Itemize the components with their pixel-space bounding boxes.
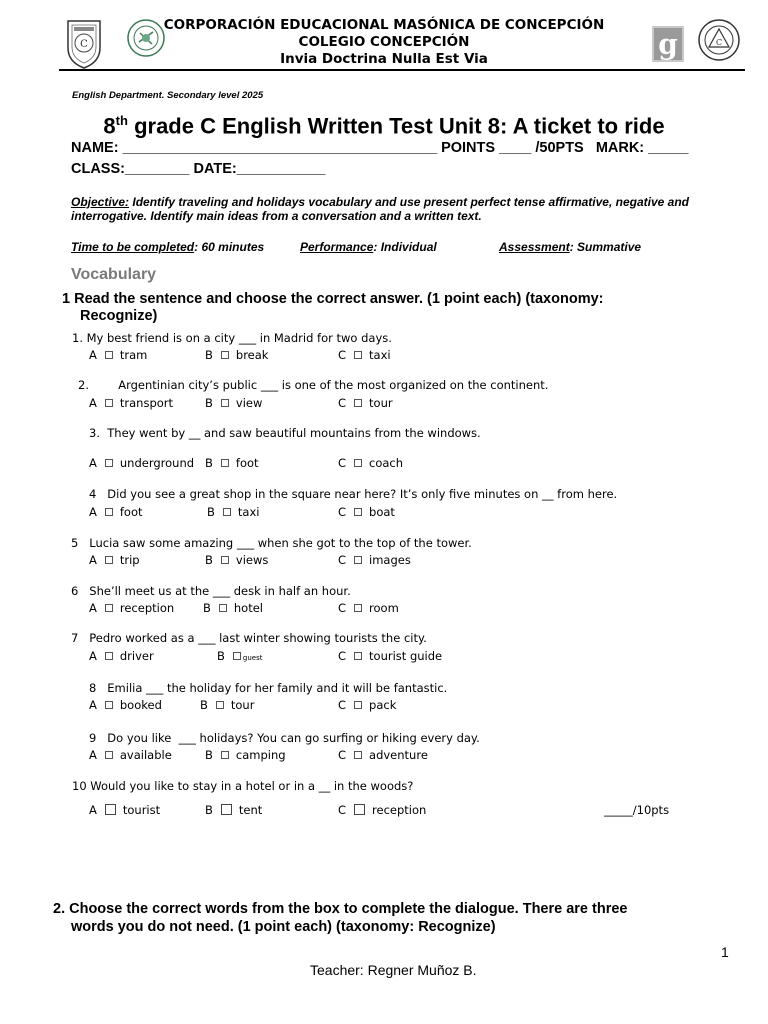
option-b[interactable]: B foot [205,456,259,470]
option-b[interactable]: B taxi [207,505,260,519]
option-b[interactable]: B tour [200,698,255,712]
option-b[interactable]: B guest [217,649,263,663]
option-c[interactable]: C reception [338,803,427,817]
option-b[interactable]: B camping [205,748,286,762]
question-2-instruction-line1: 2. Choose the correct words from the box to complete the dialogue. There are three [53,901,628,917]
option-b[interactable]: B views [205,553,269,567]
option-c[interactable]: C adventure [338,748,428,762]
option-a[interactable]: A tram [89,348,148,362]
question-item: 6 She’ll meet us at the ___ desk in half an hour. [71,584,351,598]
question-item: 2. Argentinian city’s public ___ is one of the most organized on the continent. [78,378,549,392]
option-c[interactable]: C boat [338,505,395,519]
name-points-mark-line: NAME: _______________________________________ POINTS ____ /50PTS MARK: _____ [71,140,689,156]
option-a[interactable]: A reception [89,601,175,615]
time-info: Time to be completed: 60 minutes [71,240,265,254]
question-item: 3. They went by __ and saw beautiful mountains from the windows. [89,426,481,440]
option-c[interactable]: C tour [338,396,393,410]
section-heading-vocabulary: Vocabulary [71,266,157,283]
svg-text:C: C [80,39,88,50]
question-2-instruction-line2: words you do not need. (1 point each) (taxonomy: Recognize) [71,919,496,935]
option-b[interactable]: B tent [205,803,263,817]
institution-name: CORPORACIÓN EDUCACIONAL MASÓNICA DE CONCEPCIÓN [163,17,605,33]
school-motto: Invia Doctrina Nulla Est Via [280,51,488,67]
page-number: 1 [721,944,729,960]
question-item: 1. My best friend is on a city ___ in Madrid for two days. [72,331,392,345]
objective: Objective: Identify traveling and holidays vocabulary and use present perfect tense affirmative, negative and interrogative. Identify main ideas from a conversation and a written text. [71,195,689,223]
question-1-instruction-line1: 1 Read the sentence and choose the correct answer. (1 point each) (taxonomy: [62,291,604,307]
question-item: 5 Lucia saw some amazing ___ when she got to the top of the tower. [71,536,472,550]
option-c[interactable]: C pack [338,698,397,712]
option-b[interactable]: B break [205,348,269,362]
question-item: 8 Emilia ___ the holiday for her family and it will be fantastic. [89,681,448,695]
footer-teacher: Teacher: Regner Muñoz B. [310,962,477,978]
option-c[interactable]: C taxi [338,348,391,362]
svg-text:g: g [658,28,678,61]
question-item: 4 Did you see a great shop in the square near here? It’s only five minutes on __ from here. [89,487,618,501]
option-c[interactable]: C tourist guide [338,649,443,663]
question-item: 10 Would you like to stay in a hotel or in a __ in the woods? [72,779,414,793]
question-item: 7 Pedro worked as a ___ last winter showing tourists the city. [71,631,427,645]
page-title: 8th grade C English Written Test Unit 8: A ticket to ride [103,113,665,139]
option-c[interactable]: C coach [338,456,404,470]
option-a[interactable]: A foot [89,505,143,519]
section-score: _____/10pts [604,803,670,817]
performance-info: Performance: Individual [300,240,437,254]
class-date-line: CLASS:________ DATE:___________ [71,161,326,177]
option-a[interactable]: A booked [89,698,162,712]
header-rule [59,69,745,71]
option-a[interactable]: A tourist [89,803,161,817]
option-c[interactable]: C images [338,553,411,567]
option-b[interactable]: B hotel [203,601,263,615]
question-1-instruction-line2: Recognize) [80,308,158,324]
svg-text:C: C [715,38,723,47]
option-a[interactable]: A transport [89,396,174,410]
school-name: COLEGIO CONCEPCIÓN [298,34,470,50]
department-line: English Department. Secondary level 2025 [72,90,264,101]
option-c[interactable]: C room [338,601,399,615]
option-a[interactable]: A trip [89,553,140,567]
question-item: 9 Do you like ___ holidays? You can go surfing or hiking every day. [89,731,480,745]
option-a[interactable]: A driver [89,649,154,663]
option-a[interactable]: A available [89,748,172,762]
option-a[interactable]: A underground [89,456,195,470]
assessment-info: Assessment: Summative [499,240,642,254]
option-b[interactable]: B view [205,396,263,410]
